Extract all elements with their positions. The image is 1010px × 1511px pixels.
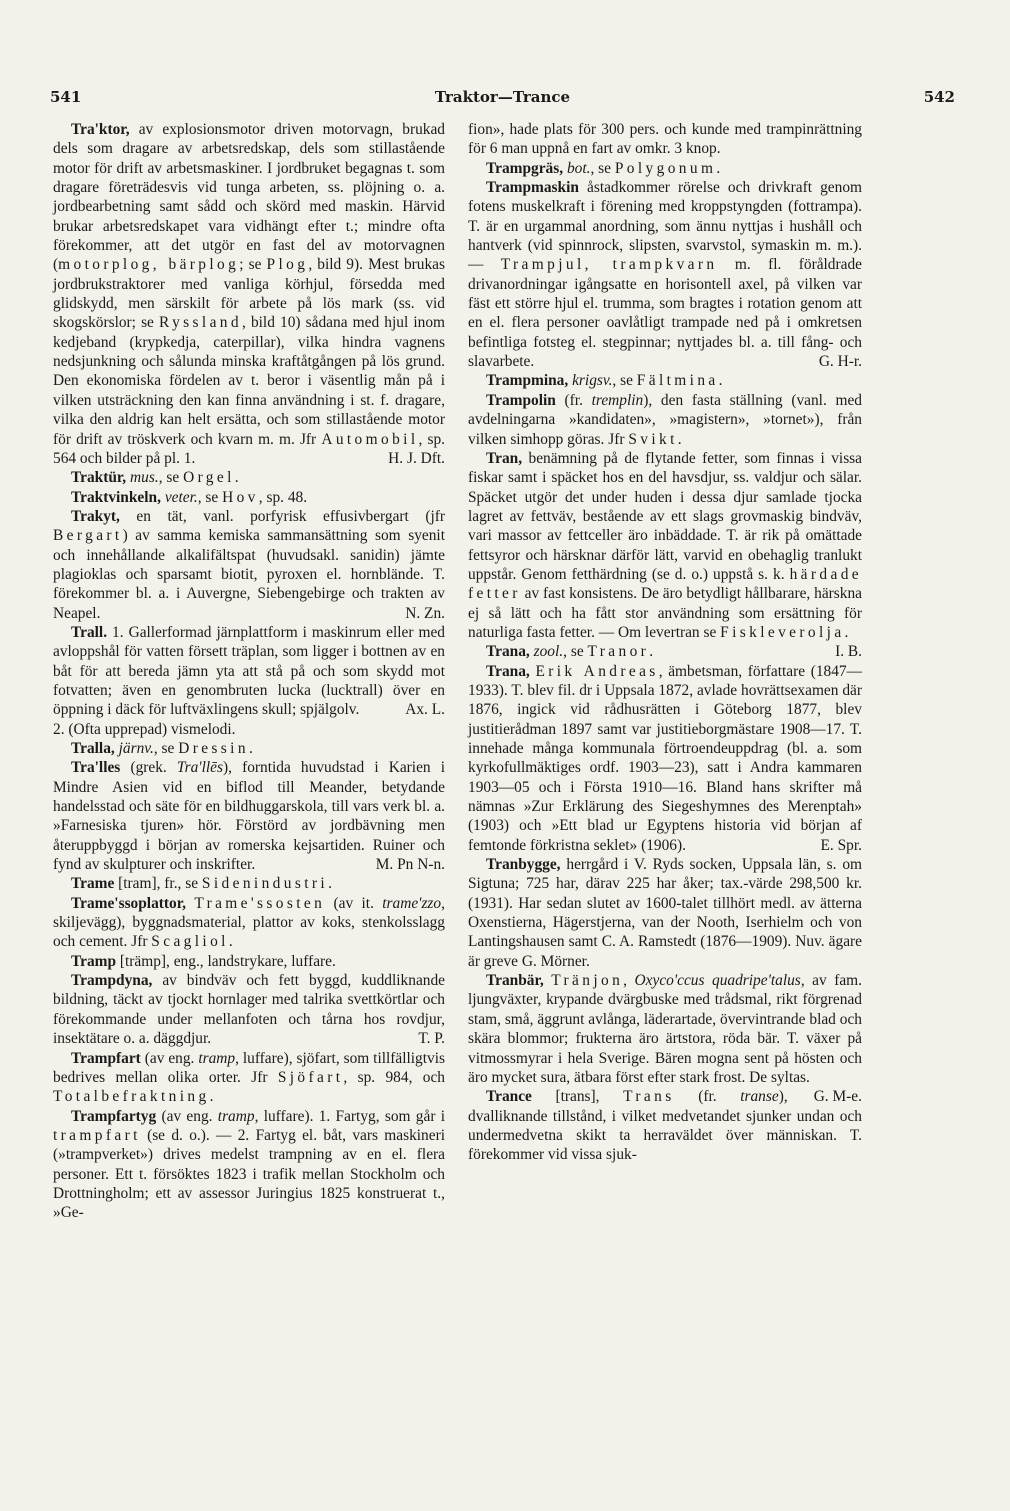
entry-headword: Trakyt, — [71, 507, 120, 525]
entry-headword: Trance — [486, 1088, 532, 1106]
italic-text: zool. — [533, 643, 564, 661]
dictionary-entry — [468, 178, 862, 371]
entry-text: herrgård i V. Ryds socken, Uppsala län, s. om Sigtuna; 725 har, därav 225 har åker; tax.-värde 298,500 kr. (1931). Har sedan slutet av 1600-talet tillhört medl. av ätterna Oxenstierna, Hägerstjerna, van der Nooth, Iserhielm och von Lantingshausen samt C. A. Ramstedt (1876—1909). Nuv. ägare är greve G. Mörner. — [468, 856, 862, 970]
entry-text: , se — [612, 372, 637, 390]
spaced-reference: Hov — [222, 488, 259, 506]
entry-text: , sp. 984, och — [343, 1068, 445, 1086]
dictionary-entry — [53, 952, 445, 971]
entry-headword: Traktvinkeln, — [71, 488, 161, 506]
entry-text: [trans], — [531, 1088, 624, 1106]
spaced-reference: härdade fetter — [468, 565, 862, 603]
dictionary-entry — [53, 874, 445, 893]
spaced-reference: Bergart — [53, 527, 123, 545]
entry-text: en tät, vanl. porfyrisk effusivbergart (jfr — [119, 507, 445, 525]
dictionary-entry — [53, 1049, 445, 1107]
entry-text: . — [844, 623, 849, 641]
entry-headword: Tran, — [486, 449, 523, 467]
entry-text: (grek. — [120, 759, 177, 777]
entry-text: ), forntida huvudstad i Karien i Mindre Asien vid en biflod till Meander, betydande handelsstad och säte för en bildhuggarskola, till vars verk bl. a. »Farnesiska tjuren» hör. Förstörd av jordbävning men återuppbyggd i början av romerska kejsartiden. Ruiner och fynd av skulpturer och inskrifter. — [53, 759, 446, 874]
spaced-reference: Trans — [623, 1088, 675, 1106]
entry-text: . — [328, 875, 332, 893]
entry-text: fion», hade plats för 300 pers. och kunde med trampinrättning för 6 man uppnå en fart av omkr. 3 knop. — [468, 121, 862, 158]
entry-text: (fr. — [555, 391, 592, 409]
spaced-reference: Sidenindustri — [201, 875, 329, 893]
spaced-reference: Dressin — [178, 740, 249, 757]
entry-text: m. fl. föråldrade drivanordningar igångsatte en horisontell axel, på vilken var fäst ett större hjul el. trumma, som bragtes i rotation genom att en el. flera personer oavlåtligt trampade ned på i omkretsen befintliga fotsteg el. stegpinnar; nyttjades bl. a. till fång- och slavarbete. — [468, 256, 862, 371]
entry-text: av explosionsmotor driven motorvagn, brukad dels som dragare av arbetsredskap, dels som stillastående motor för drift av arbetsmaskiner. I jordbruket begagnas t. som dragare företrädesvis vid tunga arbeten, ss. plöjning o. a. jordbearbetning samt sådd och skörd med maskin. Härvid brukar arbetsredskapet vara vidhängt efter t.; mindre ofta förekommer, att det utgör en fast del av motorvagnen ( — [53, 121, 445, 274]
dictionary-entry — [468, 855, 862, 971]
italic-text: krigsv. — [572, 372, 613, 390]
author-signature: G. M-e. — [813, 1088, 862, 1106]
italic-text: mus. — [130, 469, 159, 487]
dictionary-entry — [53, 894, 445, 952]
entry-text: , — [623, 972, 635, 990]
entry-headword: Trame — [71, 875, 115, 893]
entry-headword: Tranbär, — [486, 972, 544, 990]
entry-text: [tram], fr., se — [114, 875, 202, 893]
running-title: Traktor—Trance — [434, 88, 571, 106]
right-column — [468, 120, 862, 1165]
italic-text: tramp — [217, 1107, 255, 1125]
spaced-reference: Plog — [266, 256, 309, 274]
italic-text: veter. — [164, 488, 198, 506]
dictionary-entry — [53, 739, 445, 758]
dictionary-entry — [53, 623, 445, 720]
spaced-reference: Ryssland — [159, 314, 242, 332]
entry-headword: Trampfart — [71, 1049, 141, 1067]
spaced-reference: Sjöfart — [277, 1068, 344, 1086]
dictionary-entry — [53, 971, 445, 1048]
entry-text: , se — [563, 643, 588, 661]
spaced-reference: Scagliol — [151, 933, 229, 951]
spaced-reference: Automobil — [321, 430, 419, 448]
spaced-reference: Polygonum — [614, 159, 717, 177]
italic-text: tremplin — [591, 391, 644, 409]
entry-text: , skiljevägg), byggnadsmaterial, plattor av koks, stenkolsslagg och cement. Jfr — [53, 894, 445, 951]
spaced-reference: Erik Andreas — [535, 662, 659, 680]
entry-text: . — [649, 643, 654, 661]
italic-text: Oxyco'ccus quadripe'talus — [634, 972, 801, 990]
entry-headword: Trampfartyg — [71, 1107, 157, 1125]
entry-text: ; se — [239, 256, 267, 274]
entry-headword: Trampolin — [486, 391, 556, 409]
entry-text: benämning på de flytande fetter, som finnas i vissa fiskar samt i späcket hos en del havsdjur, ss. valdjur och sälar. Späcket utgör det under huden i dessa djur samlade tjocka lagret av fettväv, bestående av ett slags grovmaskig bindväv, vari massor av fettceller äro inbäddade. T. är rik på omättade fettsyror och härsknar därför lätt, varvid en obehaglig tranlukt uppstår. Genom fetthärdning (se d. o.) uppstå s. k. — [468, 449, 862, 583]
author-signature: N. Zn. — [405, 604, 445, 622]
entry-headword: Tramp — [71, 952, 117, 970]
dictionary-entry — [53, 1107, 445, 1223]
page-number-left: 541 — [50, 88, 82, 106]
entry-text: , luffare), sjöfart, som tillfälligtvis bedrives mellan olika orter. Jfr — [53, 1049, 445, 1086]
entry-text: åstadkommer rörelse och drivkraft genom fotens muskelkraft i förening med kroppstyngden (fottrampa). T. är en urgammal anordning, som ännu nyttjas i hushåll och hantverk (vid spinnrock, slipsten, svarvstol, symaskin m. m.). — — [468, 179, 862, 274]
spaced-reference: Fiskleverolja — [720, 623, 845, 641]
spaced-reference: Fältmina — [636, 372, 719, 390]
entry-text: , sp. 48. — [258, 488, 308, 506]
dictionary-entry — [53, 468, 445, 487]
entry-headword: Trampgräs, — [486, 159, 564, 177]
spaced-reference: Totalbefraktning — [53, 1088, 210, 1106]
dictionary-entry — [468, 642, 862, 661]
entry-text: . — [718, 372, 723, 390]
author-signature: H. J. Dft. — [388, 449, 445, 467]
entry-text: (av it. — [325, 894, 383, 912]
entry-headword: Trana, — [486, 643, 530, 661]
dictionary-entry — [468, 662, 862, 855]
author-signature: Ax. L. — [405, 701, 445, 719]
entry-text: , sp. 564 och bilder på pl. 1. — [53, 430, 445, 467]
entry-text: ) av samma kemiska sammansättning som syenit och innehållande alkalifältspat (huvudsakl. sanidin) jämte plagioklas och sparsamt biotit, pyroxen el. hornblände. T. förekommer bl. a. i Auvergne, Siebengebirge och trakten av Neapel. — [53, 527, 445, 622]
entry-text: , se — [153, 740, 179, 757]
entry-text: . — [248, 740, 253, 757]
italic-text: järnv. — [118, 740, 154, 757]
entry-text: , bild 9). Mest brukas jordbrukstraktorer med vanliga körhjul, försedda med glidskydd, men särskilt för arbete på lös mark (ss. vid skogskörslor; se — [53, 256, 445, 332]
author-signature: M. Pn N-n. — [375, 856, 445, 874]
entry-text: (av eng. — [140, 1049, 199, 1067]
entry-text: 1. Gallerformad järnplattform i maskinrum eller med avloppshål för vatten försett träplan, som ligger i bottnen av en båt för att bereda jämn yta att stå på och som skydd mot fotvatten; även en genombruten lucka (lucktrall) över en öppning i däck för luftväxlingens skull; spjälgolv. — [53, 623, 445, 719]
entry-headword: Tralla, — [71, 740, 115, 757]
entry-text: av fast konsistens. De äro betydligt hållbarare, härskna ej så lätt och ha fått stor användning som ersättning för naturliga fasta fetter. — Om levertran se — [468, 585, 862, 641]
author-signature: I. B. — [835, 643, 862, 661]
entry-text: ), den fasta ställning (vanl. med avdelningarna »kandidaten», »magistern», »tornet»), från vilken simhopp göras. Jfr — [468, 391, 862, 448]
dictionary-entry — [468, 391, 862, 449]
entry-text: , bild 10) sådana med hjul inom kedjeband (krypkedja, caterpillar), vilka hindra vagnens nedsjunkning och sålunda minska kraftåtgången på lös grund. Den ekonomiska fördelen av t. beror i väsentlig mån på i vilken utsträckning den kan finna användning i st. f. dragare, vilka den aldrig kan helt ersätta, och som stillastående motor för drift av tröskverk och kvarn m. m. Jfr — [53, 314, 445, 448]
entry-headword: Trampdyna, — [71, 972, 153, 990]
dictionary-entry — [53, 758, 445, 874]
entry-headword: Trampmina, — [486, 372, 569, 390]
entry-text: . — [228, 933, 233, 951]
spaced-reference: motorplog, bärplog — [58, 256, 240, 274]
spaced-reference: Tranor — [587, 643, 650, 661]
entry-headword: Tranbygge, — [486, 856, 561, 874]
entry-headword: Trana, — [486, 662, 530, 680]
spaced-reference: Trampjul, trampkvarn — [500, 256, 718, 274]
author-signature: E. Spr. — [820, 836, 862, 854]
entry-text: . — [234, 469, 239, 487]
dictionary-entry — [53, 507, 445, 623]
entry-headword: Tra'lles — [71, 759, 121, 777]
author-signature: G. H-r. — [818, 353, 862, 371]
entry-text: av bindväv och fett byggd, kuddliknande bildning, täckt av tjockt hornlager med talrika svettkörtlar och förekommande under mellanfoten och tårna hos rovdjur, insektätare o. a. däggdjur. — [53, 972, 445, 1048]
entry-text: . — [209, 1088, 214, 1106]
entry-text: (av eng. — [156, 1107, 218, 1125]
page-number-right: 542 — [923, 88, 955, 106]
entry-continuation — [468, 120, 862, 159]
entry-headword: Traktür, — [71, 469, 127, 487]
spaced-reference: trampfart — [53, 1126, 141, 1144]
italic-text: Tra'llēs — [176, 759, 223, 777]
spaced-reference: Trame'ssosten — [194, 894, 326, 912]
entry-text: , ämbetsman, författare (1847—1933). T. blev fil. dr i Uppsala 1872, avlade hovrättsexamen där 1876, ingick vid rådhusrätten i Göteborg 1877, blev justitierådman 1897 samt var justitieborgmästare 1908—17. T. innehade många kommunala förtroendeuppdrag (bl. a. som kyrkofullmäktiges ordf. 1903—23), satt i Andra kammaren 1903—05 och i Första 1910—16. Bland hans skrifter må nämnas »Zur Erklärung des Siegeshymnes des Merenptah» (1903) och »Ett blad ur Egyptens historia vid början af femtonde förkristna seklet» (1906). — [468, 662, 862, 854]
author-signature: T. P. — [418, 1030, 445, 1048]
entry-text: , av fam. ljungväxter, krypande dvärgbuske med trådsmal, rikt förgrenad stam, små, äggrunt avlånga, läderartade, övervintrande blad och skära blommor; frukterna äro ärtstora, röda bär. T. växer på vitmossmyrar i hela Sverige. Bären mogna sent på hösten och äro mycket sura, ätbara först efter stark frost. De syltas. — [468, 972, 862, 1086]
dictionary-entry — [53, 120, 445, 468]
dictionary-entry — [468, 371, 862, 390]
italic-text: trame'zzo — [382, 894, 442, 912]
entry-text: , se — [590, 159, 615, 177]
entry-text: . — [677, 430, 682, 448]
entry-text: , se — [158, 469, 184, 487]
entry-text: , luffare). 1. Fartyg, som går i — [254, 1107, 446, 1125]
entry-text: (fr. — [674, 1088, 741, 1106]
entry-headword: Trame'ssoplattor, — [71, 894, 186, 912]
page-header — [50, 88, 955, 112]
entry-text: , se — [197, 488, 223, 506]
spaced-reference: Svikt — [628, 430, 678, 448]
italic-text: bot. — [566, 159, 591, 177]
italic-text: tramp — [198, 1049, 236, 1067]
spaced-reference: Orgel — [183, 469, 235, 487]
entry-text: . — [716, 159, 721, 177]
entry-continuation — [53, 720, 445, 739]
entry-text: [trämp], eng., landstrykare, luffare. — [116, 952, 336, 970]
entry-headword: Trall. — [71, 623, 108, 641]
entry-headword: Tra'ktor, — [71, 121, 130, 138]
entry-text: (se d. o.). — 2. Fartyg el. båt, vars maskineri (»trampverket») drives medelst trampning av en el. flera personer. Ett t. försöktes 1823 i trafik mellan Stockholm och Drottningholm; ett av assessor Juringius 1825 konstruerat t., »Ge- — [53, 1126, 445, 1222]
entry-text: ), dvalliknande tillstånd, i vilket medvetandet sjunker undan och undermedvetna skikt ta herraväldet över människan. T. förekommer vid vissa sjuk- — [468, 1088, 862, 1164]
entry-headword: Trampmaskin — [486, 179, 579, 197]
spaced-reference: Tränjon — [551, 972, 624, 990]
dictionary-entry — [53, 488, 445, 507]
left-column — [53, 120, 445, 1223]
dictionary-entry — [468, 159, 862, 178]
italic-text: transe — [740, 1088, 779, 1106]
entry-text: 2. (Ofta upprepad) vismelodi. — [53, 720, 236, 738]
